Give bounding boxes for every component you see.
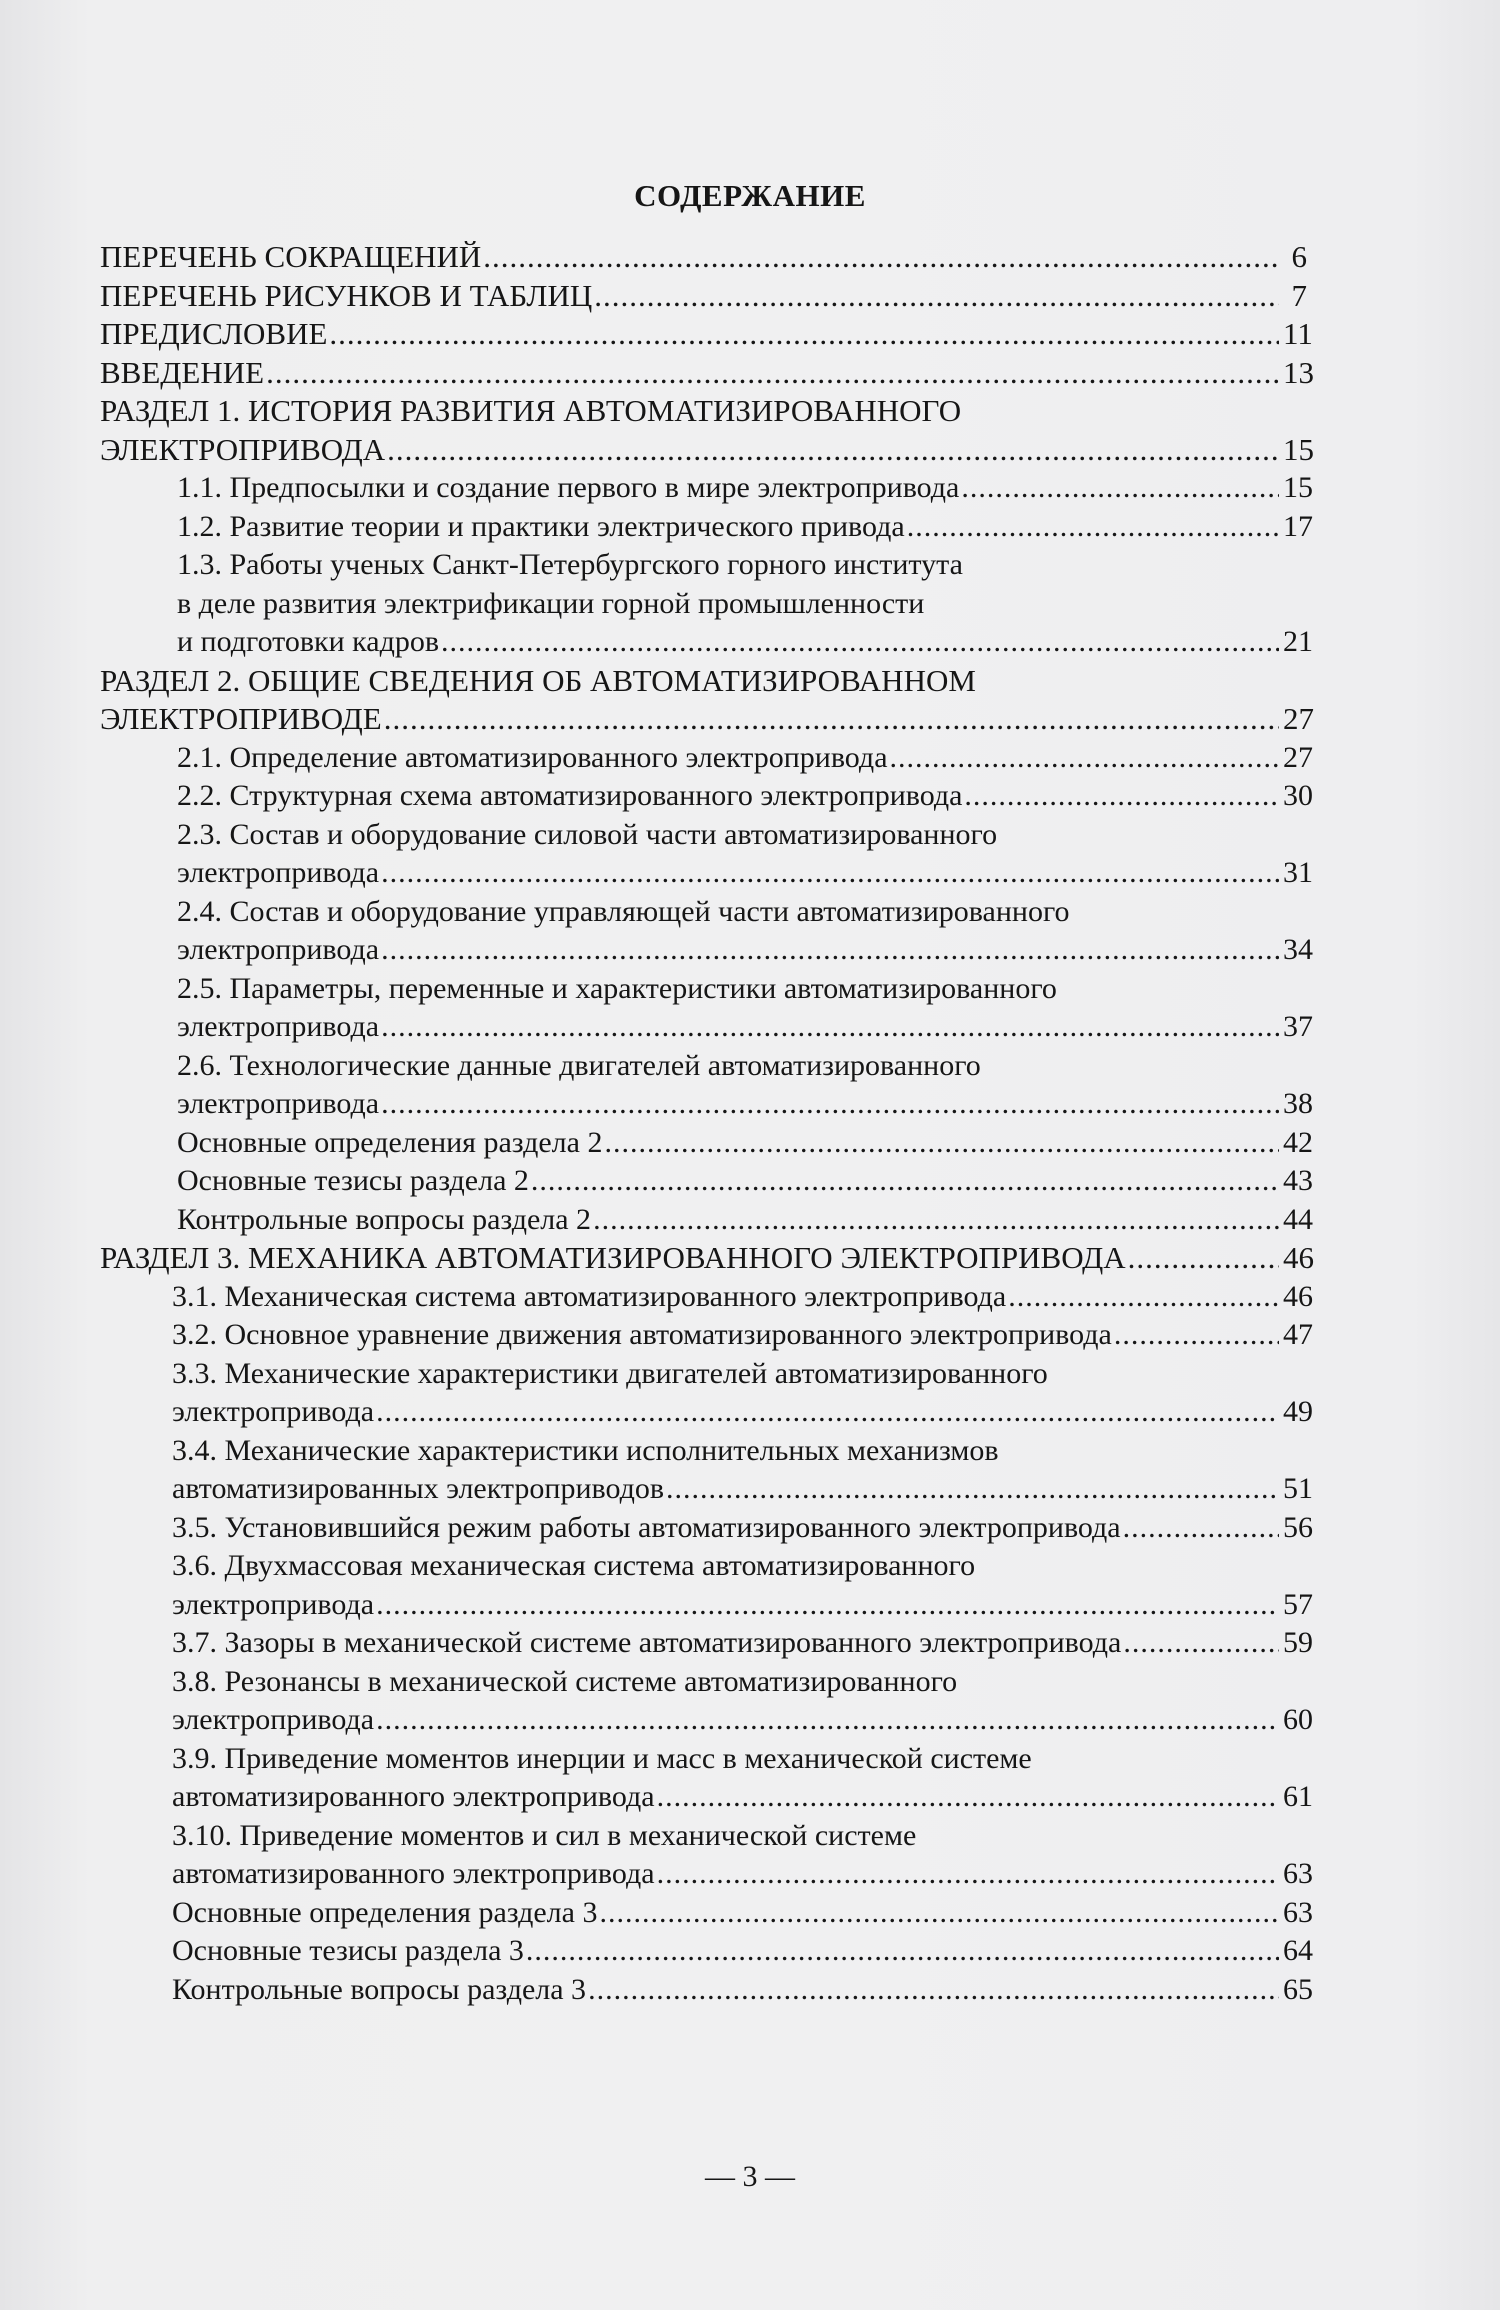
toc-entry-label: электропривода (177, 1010, 380, 1043)
toc-entry-page-number: 49 (1283, 1395, 1313, 1428)
toc-entry (100, 1547, 1313, 1624)
toc-entry-page-number: 63 (1283, 1895, 1313, 1929)
toc-entry-title-line: 3.6. Двухмассовая механическая система автоматизированного (172, 1549, 976, 1582)
dot-leader (526, 1932, 1279, 1971)
toc-list (100, 238, 1314, 2009)
toc-entry-label: электропривода (172, 1703, 375, 1736)
toc-entry-page-number: 17 (1283, 509, 1313, 543)
dot-leader (1114, 1316, 1279, 1355)
toc-entry-label: 1.2. Развитие теории и практики электрического привода (177, 509, 905, 543)
toc-entry-label: ПЕРЕЧЕНЬ СОКРАЩЕНИЙ (100, 239, 482, 274)
toc-entry-row (100, 1085, 1313, 1124)
toc-entry (100, 1817, 1313, 1894)
toc-entry-row (100, 431, 1314, 470)
toc-entry-page-number: 56 (1283, 1510, 1313, 1544)
toc-entry-page-number: 47 (1283, 1318, 1313, 1351)
toc-entry (100, 893, 1313, 970)
toc-entry-label: 3.7. Зазоры в механической системе автоматизированного электропривода (172, 1626, 1122, 1659)
toc-title: СОДЕРЖАНИЕ (634, 178, 866, 213)
toc-entry-row (100, 1586, 1313, 1625)
dot-leader (376, 1393, 1279, 1432)
toc-entry (100, 1932, 1313, 1971)
toc-entry (100, 777, 1313, 816)
toc-entry-label: ПРЕДИСЛОВИЕ (100, 316, 328, 351)
dot-leader (531, 1162, 1279, 1201)
toc-entry-row (100, 238, 1307, 277)
toc-entry-label: ВВЕДЕНИЕ (100, 354, 265, 390)
toc-entry-row (100, 1624, 1313, 1663)
toc-entry-page-number: 34 (1283, 933, 1313, 966)
toc-entry-row (100, 1855, 1313, 1894)
toc-entry-title-line: РАЗДЕЛ 2. ОБЩИЕ СВЕДЕНИЯ ОБ АВТОМАТИЗИРОВАННОМ (100, 662, 976, 698)
toc-entry-title-line: РАЗДЕЛ 1. ИСТОРИЯ РАЗВИТИЯ АВТОМАТИЗИРОВАННОГО (100, 393, 962, 428)
dot-leader (961, 469, 1279, 508)
toc-entry (100, 1740, 1313, 1817)
toc-entry-row (100, 1701, 1313, 1740)
toc-entry-label: Контрольные вопросы раздела 2 (177, 1202, 592, 1236)
toc-entry-label: электропривода (172, 1587, 375, 1621)
dot-leader (329, 315, 1279, 354)
dot-leader (657, 1855, 1279, 1894)
toc-entry-label: 2.1. Определение автоматизированного электропривода (177, 740, 888, 774)
toc-entry (100, 392, 1314, 469)
toc-entry-row (100, 854, 1313, 893)
toc-entry-title-line: 3.8. Резонансы в механической системе автоматизированного (172, 1664, 958, 1698)
toc-entry-row (100, 931, 1313, 970)
toc-entry-title-line: 3.3. Механические характеристики двигателей автоматизированного (172, 1356, 1048, 1390)
dot-leader (483, 238, 1279, 277)
toc-entry-title-line: в деле развития электрификации горной промышленности (177, 586, 925, 620)
toc-entry-label: электропривода (172, 1395, 375, 1428)
toc-entry (100, 277, 1307, 316)
toc-entry (100, 1971, 1313, 2010)
dot-leader (381, 931, 1279, 970)
toc-entry-label: ЭЛЕКТРОПРИВОДА (100, 431, 386, 467)
dot-leader (387, 431, 1279, 470)
toc-entry-title-line: 1.3. Работы ученых Санкт-Петербургского горного института (177, 548, 963, 581)
toc-entry-title-line: 2.5. Параметры, переменные и характеристики автоматизированного (177, 971, 1057, 1005)
toc-entry (100, 508, 1313, 547)
toc-entry-label: ЭЛЕКТРОПРИВОДЕ (100, 701, 382, 736)
toc-entry-label: 3.2. Основное уравнение движения автоматизированного электропривода (172, 1318, 1112, 1351)
toc-entry-row (100, 1008, 1313, 1047)
dot-leader (588, 1971, 1279, 2010)
page-number: — 3 — (705, 2160, 795, 2193)
toc-entry-label: электропривода (177, 1087, 380, 1120)
toc-entry-page-number: 42 (1283, 1125, 1313, 1159)
toc-entry (100, 1624, 1313, 1663)
toc-entry-row (100, 700, 1314, 739)
toc-entry (100, 1894, 1313, 1933)
toc-entry-row (100, 1932, 1313, 1971)
toc-entry-label: 3.5. Установившийся режим работы автоматизированного электропривода (172, 1510, 1121, 1544)
toc-entry (100, 315, 1313, 354)
toc-entry-row (100, 1239, 1314, 1278)
toc-entry-page-number: 21 (1283, 625, 1313, 658)
toc-entry-page-number: 7 (1291, 277, 1307, 313)
toc-entry-title-line: 3.10. Приведение моментов и сил в механической системе (172, 1818, 917, 1852)
toc-entry-row (100, 1162, 1313, 1201)
toc-entry (100, 1239, 1314, 1278)
toc-entry-row (100, 1971, 1313, 2010)
toc-entry-page-number: 65 (1283, 1972, 1313, 2006)
toc-entry-row (100, 1393, 1313, 1432)
toc-entry-page-number: 43 (1283, 1164, 1313, 1197)
toc-entry-row (100, 469, 1313, 508)
dot-leader (1123, 1509, 1279, 1548)
toc-entry-page-number: 27 (1283, 701, 1314, 736)
toc-entry (100, 739, 1313, 778)
toc-entry (100, 816, 1313, 893)
toc-entry (100, 1316, 1313, 1355)
toc-entry-row (100, 1201, 1313, 1240)
toc-entry (100, 1047, 1313, 1124)
toc-entry (100, 1432, 1313, 1509)
toc-entry-page-number: 57 (1283, 1587, 1313, 1621)
dot-leader (657, 1778, 1279, 1817)
toc-entry-page-number: 38 (1283, 1087, 1313, 1120)
toc-entry-label: автоматизированного электропривода (172, 1857, 655, 1890)
toc-entry-label: автоматизированного электропривода (172, 1780, 655, 1813)
toc-entry (100, 469, 1313, 508)
dot-leader (593, 1201, 1279, 1240)
dot-leader (1123, 1624, 1279, 1663)
dot-leader (381, 854, 1279, 893)
toc-entry-page-number: 64 (1283, 1934, 1313, 1967)
toc-entry-row (100, 354, 1314, 393)
toc-entry-row (100, 277, 1307, 316)
toc-entry (100, 970, 1313, 1047)
toc-entry-label: РАЗДЕЛ 3. МЕХАНИКА АВТОМАТИЗИРОВАННОГО ЭЛЕКТРОПРИВОДА (100, 1240, 1126, 1275)
toc-entry-label: Основные тезисы раздела 3 (172, 1934, 524, 1967)
toc-entry-page-number: 37 (1283, 1010, 1313, 1043)
toc-entry-title-line: 3.4. Механические характеристики исполнительных механизмов (172, 1433, 999, 1467)
toc-entry-row (100, 1316, 1313, 1355)
toc-entry-row (100, 315, 1313, 354)
toc-entry-row (100, 623, 1313, 662)
dot-leader (376, 1701, 1279, 1740)
toc-entry-row (100, 1894, 1313, 1933)
toc-entry-page-number: 30 (1283, 779, 1313, 812)
toc-entry-title-line: 2.4. Состав и оборудование управляющей части автоматизированного (177, 894, 1070, 928)
toc-entry-page-number: 31 (1283, 856, 1313, 889)
toc-entry-page-number: 44 (1283, 1202, 1313, 1236)
toc-entry (100, 1509, 1313, 1548)
toc-entry-row (100, 739, 1313, 778)
toc-entry-page-number: 63 (1283, 1857, 1313, 1890)
toc-entry-label: Основные тезисы раздела 2 (177, 1164, 529, 1197)
dot-leader (594, 277, 1279, 316)
dot-leader (1128, 1239, 1279, 1278)
toc-entry-title-line: 3.9. Приведение моментов инерции и масс в механической системе (172, 1741, 1032, 1775)
dot-leader (376, 1586, 1279, 1625)
toc-entry (100, 662, 1314, 739)
toc-entry-page-number: 11 (1283, 316, 1313, 351)
dot-leader (599, 1894, 1279, 1933)
toc-entry-page-number: 46 (1283, 1279, 1313, 1313)
toc-entry-row (100, 1470, 1313, 1509)
toc-entry-label: Контрольные вопросы раздела 3 (172, 1972, 587, 2006)
toc-entry (100, 1201, 1313, 1240)
dot-leader (604, 1124, 1279, 1163)
toc-entry-label: Основные определения раздела 3 (172, 1895, 598, 1929)
toc-entry-page-number: 60 (1283, 1703, 1313, 1736)
dot-leader (666, 1470, 1279, 1509)
toc-entry-row (100, 508, 1313, 547)
toc-entry (100, 238, 1307, 277)
dot-leader (1008, 1278, 1279, 1317)
toc-entry-label: электропривода (177, 856, 380, 889)
toc-entry-page-number: 6 (1291, 239, 1307, 274)
toc-entry (100, 354, 1314, 393)
toc-entry-row (100, 777, 1313, 816)
dot-leader (381, 1008, 1279, 1047)
toc-entry-label: 3.1. Механическая система автоматизированного электропривода (172, 1279, 1007, 1313)
toc-entry-label: автоматизированных электроприводов (172, 1472, 665, 1505)
toc-entry-page-number: 27 (1283, 740, 1313, 774)
dot-leader (964, 777, 1279, 816)
dot-leader (890, 739, 1279, 778)
dot-leader (441, 623, 1279, 662)
toc-entry-page-number: 13 (1283, 354, 1314, 390)
toc-entry (100, 1124, 1313, 1163)
toc-entry-page-number: 15 (1283, 431, 1314, 467)
toc-entry-title-line: 2.3. Состав и оборудование силовой части автоматизированного (177, 817, 998, 851)
toc-entry (100, 1663, 1313, 1740)
toc-entry-title-line: 2.6. Технологические данные двигателей автоматизированного (177, 1048, 981, 1082)
dot-leader (384, 700, 1279, 739)
toc-entry-label: электропривода (177, 933, 380, 966)
toc-entry-label: ПЕРЕЧЕНЬ РИСУНКОВ И ТАБЛИЦ (100, 277, 593, 313)
toc-entry-label: 1.1. Предпосылки и создание первого в мире электропривода (177, 471, 960, 504)
toc-entry-row (100, 1778, 1313, 1817)
toc-entry-label: Основные определения раздела 2 (177, 1125, 603, 1159)
dot-leader (907, 508, 1279, 547)
toc-entry (100, 546, 1313, 662)
toc-entry (100, 1355, 1313, 1432)
toc-entry-page-number: 15 (1283, 471, 1313, 504)
toc-entry-row (100, 1278, 1313, 1317)
toc-entry-row (100, 1124, 1313, 1163)
dot-leader (266, 354, 1279, 393)
toc-entry-row (100, 1509, 1313, 1548)
toc-entry-label: 2.2. Структурная схема автоматизированного электропривода (177, 779, 963, 812)
toc-entry-label: и подготовки кадров (177, 625, 440, 658)
toc-entry-page-number: 61 (1283, 1780, 1313, 1813)
toc-entry-page-number: 59 (1283, 1626, 1313, 1659)
toc-entry (100, 1278, 1313, 1317)
toc-entry (100, 1162, 1313, 1201)
toc-entry-page-number: 46 (1283, 1240, 1314, 1275)
toc-entry-page-number: 51 (1283, 1472, 1313, 1505)
dot-leader (381, 1085, 1279, 1124)
